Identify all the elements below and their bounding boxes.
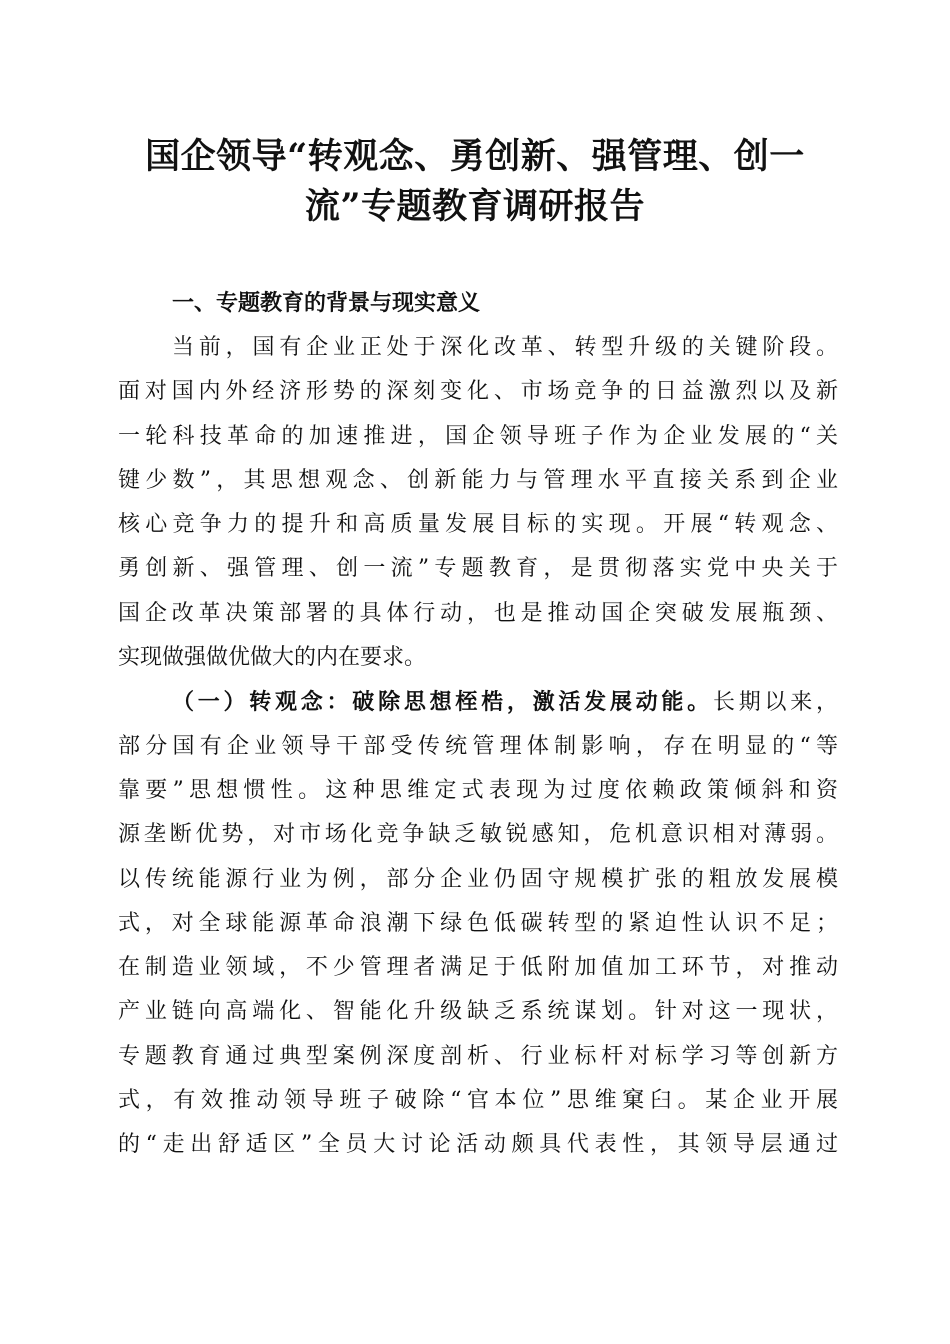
document-title bbox=[100, 132, 850, 232]
paragraph-line: 靠要”思想惯性。这种思维定式表现为过度依赖政策倾斜和资 bbox=[118, 777, 838, 803]
paragraph-line: 实现做强做优做大的内在要求。 bbox=[118, 645, 427, 671]
paragraph-line: 专题教育通过典型案例深度剖析、行业标杆对标学习等创新方 bbox=[118, 1043, 838, 1069]
paragraph-line: 核心竞争力的提升和高质量发展目标的实现。开展“转观念、 bbox=[118, 512, 838, 538]
paragraph-line: 一轮科技革命的加速推进，国企领导班子作为企业发展的“关 bbox=[118, 423, 838, 449]
paragraph-lead: （一）转观念：破除思想桎梏，激活发展动能。 bbox=[172, 689, 713, 716]
section-heading: 一、专题教育的背景与现实意义 bbox=[172, 291, 481, 316]
paragraph-line: 在制造业领域，不少管理者满足于低附加值加工环节，对推动 bbox=[118, 955, 838, 981]
title-line-2: 流”专题教育调研报告 bbox=[304, 186, 646, 227]
paragraph-background bbox=[118, 326, 838, 680]
paragraph-first-line bbox=[118, 680, 838, 724]
paragraph-line: 勇创新、强管理、创一流”专题教育，是贯彻落实党中央关于 bbox=[118, 556, 838, 582]
document-body bbox=[118, 282, 838, 1168]
paragraph-line: 国企改革决策部署的具体行动，也是推动国企突破发展瓶颈、 bbox=[118, 600, 838, 626]
paragraph-line: 式，对全球能源革命浪潮下绿色低碳转型的紧迫性认识不足； bbox=[118, 910, 838, 936]
paragraph-line: 键少数”，其思想观念、创新能力与管理水平直接关系到企业 bbox=[118, 467, 838, 493]
title-line-1: 国企领导“转观念、勇创新、强管理、创一 bbox=[145, 136, 805, 177]
paragraph-change-mindset bbox=[118, 680, 838, 1167]
paragraph-line: 面对国内外经济形势的深刻变化、市场竞争的日益激烈以及新 bbox=[118, 379, 838, 405]
paragraph-line: 部分国有企业领导干部受传统管理体制影响，存在明显的“等 bbox=[118, 733, 838, 759]
paragraph-line: 源垄断优势，对市场化竞争缺乏敏锐感知，危机意识相对薄弱。 bbox=[118, 822, 838, 848]
paragraph-line: 以传统能源行业为例，部分企业仍固守规模扩张的粗放发展模 bbox=[118, 866, 838, 892]
paragraph-line: 的“走出舒适区”全员大讨论活动颇具代表性，其领导层通过 bbox=[118, 1132, 838, 1158]
paragraph-first-line-rest: 长期以来， bbox=[712, 690, 838, 716]
paragraph-line: 式，有效推动领导班子破除“官本位”思维窠臼。某企业开展 bbox=[118, 1088, 838, 1114]
paragraph-line: 产业链向高端化、智能化升级缺乏系统谋划。针对这一现状， bbox=[118, 999, 838, 1025]
paragraph-line: 当前，国有企业正处于深化改革、转型升级的关键阶段。 bbox=[172, 335, 838, 360]
